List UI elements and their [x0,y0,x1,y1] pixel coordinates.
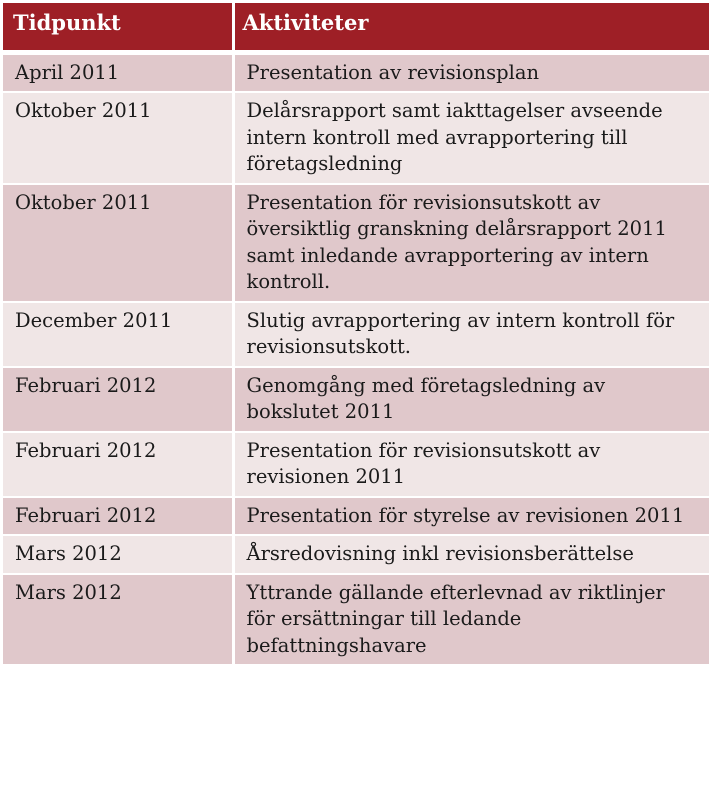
cell-aktivitet: Slutig avrapportering av intern kontroll för revisionsutskott. [233,302,709,367]
cell-aktivitet: Presentation för revisionsutskott av översiktlig granskning delårsrapport 2011 samt inledande avrapportering av intern kontroll. [233,184,709,302]
cell-aktivitet: Delårsrapport samt iakttagelser avseende intern kontroll med avrapportering till företagsledning [233,92,709,184]
table-row [3,92,709,184]
cell-tidpunkt: Februari 2012 [3,497,233,536]
cell-aktivitet: Årsredovisning inkl revisionsberättelse [233,535,709,574]
table-row [3,302,709,367]
cell-tidpunkt: Oktober 2011 [3,92,233,184]
table-row [3,574,709,666]
cell-aktivitet: Presentation för revisionsutskott av revisionen 2011 [233,432,709,497]
table-row [3,432,709,497]
column-header-aktiviteter: Aktiviteter [233,3,709,52]
table-body [3,52,709,665]
header-row [3,3,709,52]
cell-tidpunkt: April 2011 [3,52,233,92]
column-header-tidpunkt: Tidpunkt [3,3,233,52]
table-row [3,184,709,302]
table-row [3,367,709,432]
cell-aktivitet: Yttrande gällande efterlevnad av riktlinjer för ersättningar till ledande befattningshavare [233,574,709,666]
table-row [3,535,709,574]
schedule-table [3,3,709,666]
table-row [3,497,709,536]
cell-tidpunkt: Mars 2012 [3,574,233,666]
cell-tidpunkt: Mars 2012 [3,535,233,574]
table-header [3,3,709,52]
cell-tidpunkt: Oktober 2011 [3,184,233,302]
cell-aktivitet: Presentation av revisionsplan [233,52,709,92]
cell-aktivitet: Presentation för styrelse av revisionen 2011 [233,497,709,536]
cell-tidpunkt: Februari 2012 [3,367,233,432]
cell-aktivitet: Genomgång med företagsledning av bokslutet 2011 [233,367,709,432]
cell-tidpunkt: December 2011 [3,302,233,367]
cell-tidpunkt: Februari 2012 [3,432,233,497]
table-row [3,52,709,92]
